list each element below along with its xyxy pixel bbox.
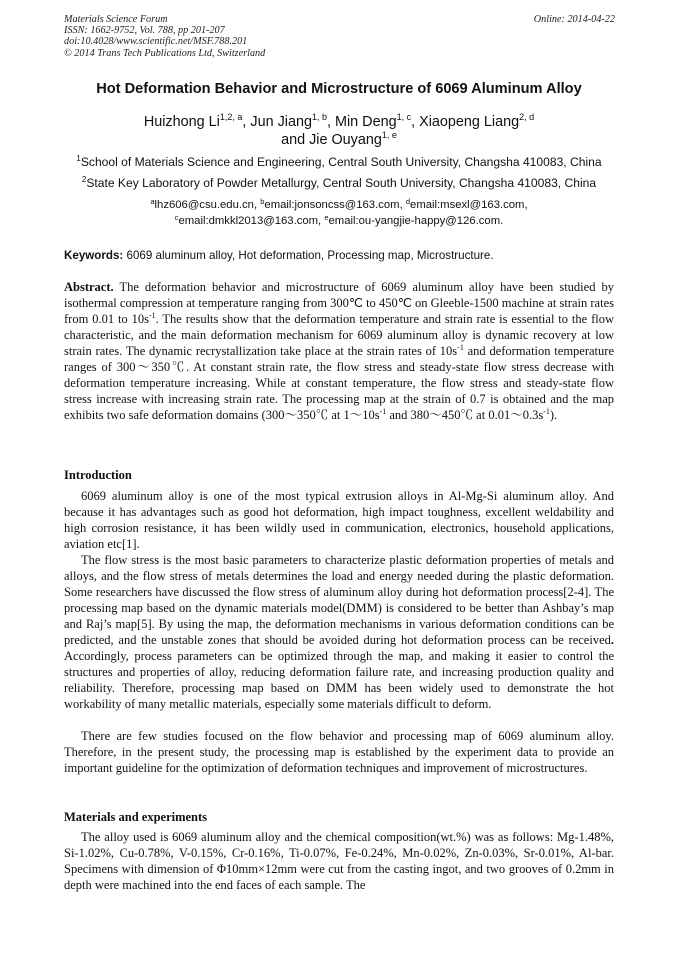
author-name: Xiaopeng Liang	[419, 114, 520, 130]
exponent: -1	[379, 406, 387, 416]
affiliation-sup: 2	[81, 175, 87, 184]
author-name: Min Deng	[335, 114, 397, 130]
abstract-paragraph	[64, 280, 614, 424]
journal-name: Materials Science Forum	[64, 14, 168, 25]
author-name: Huizhong Li	[143, 114, 220, 130]
body-text: .	[610, 632, 614, 647]
doi-line: doi:10.4028/www.scientific.net/MSF.788.201	[64, 36, 248, 48]
email-block	[20, 197, 658, 229]
author-sup: 1,2, a	[219, 112, 243, 122]
section-heading-introduction: Introduction	[64, 468, 132, 482]
affiliation-2	[20, 176, 658, 191]
affiliation-text: State Key Laboratory of Powder Metallurgy, Central South University, Changsha 410083, China	[86, 176, 597, 190]
paper-title: Hot Deformation Behavior and Microstructure of 6069 Aluminum Alloy	[96, 81, 582, 97]
author-sup: 2, d	[519, 112, 535, 122]
affiliation-text: School of Materials Science and Engineering, Central South University, Changsha 410083, China	[80, 155, 602, 169]
abstract-text: The deformation behavior and microstructure of 6069 aluminum alloy have been studied by isothermal compression at temperature ranging from 300℃ to 450℃ on Gleeble-1500 machine at strain rates from 0.01 to 10s	[64, 280, 614, 326]
abstract-text: and 380～450℃ at 0.01～0.3s	[386, 407, 544, 422]
abstract-label: Abstract.	[64, 280, 114, 294]
keywords-label: Keywords:	[64, 249, 124, 262]
email-line-1: $^a$lhz606@csu.edu.cn, $^b$email:jonsoncss@163.com, $^d$email:msexl@163.com,	[150, 197, 528, 211]
keywords	[64, 248, 624, 263]
body-paragraph	[64, 553, 614, 713]
author-sup: 1, e	[381, 130, 397, 140]
author-sup: 1, c	[396, 112, 412, 122]
body-paragraph: There are few studies focused on the flow behavior and processing map of 6069 aluminum alloy. Therefore, in the present study, the processing map is established by the experiment data to provide an important guideline for the optimization of deformation techniques and improvement of microstructures.	[64, 729, 614, 775]
online-date: Online: 2014-04-22	[533, 14, 615, 25]
body-text: The flow stress is the most basic parameters to characterize plastic deformation properties of metals and alloys, and the flow stress of metals determines the load and energy needed during the plastic deformation. Some researchers have discussed the flow stress of aluminum alloy during hot deformation process[2-4]. The processing map based on the dynamic materials model(DMM) is considered to be better than Ashbay’s map and Raj’s map[5]. By using the map, the deformation mechanisms in various deformation conditions can be predicted, and the unstable zones that should be avoided during hot deformation process can be received	[64, 553, 614, 647]
email-address[interactable]: email:msexl@163.com	[410, 199, 525, 211]
affiliation-sup: 1	[76, 154, 81, 163]
author-separator: ,	[327, 114, 335, 130]
email-sup: b	[260, 197, 265, 206]
email-address[interactable]: lhz606@csu.edu.cn	[154, 199, 254, 211]
exponent: -1	[543, 406, 550, 416]
issn-line: ISSN: 1662-9752, Vol. 788, pp 201-207	[64, 25, 225, 37]
author-separator: and	[281, 132, 310, 148]
email-address[interactable]: email:ou-yangjie-happy@126.com	[328, 215, 501, 227]
section-heading-materials: Materials and experiments	[64, 810, 208, 824]
email-line-2: $^c$email:dmkkl2013@163.com, $^e$email:ou-yangjie-happy@126.com.	[174, 213, 504, 227]
email-address[interactable]: email:jonsoncss@163.com	[264, 199, 400, 211]
author-line-2	[40, 131, 638, 149]
body-paragraph: 6069 aluminum alloy is one of the most typical extrusion alloys in Al-Mg-Si aluminum alloy. And because it has advantages such as good hot deformation, high impact toughness, excellent weldability and high corrosion resistance, it has been wildly used in communication, electronics, household applications, aviation etc[1].	[64, 489, 614, 551]
exponent: -1	[148, 310, 156, 320]
author-list	[40, 113, 638, 149]
abstract-text: and deformation temperature ranges of 300～350℃. At constant strain rate, the flow stress and steady-state flow stress decrease with deformation temperature increasing. While at constant temperature, the flow stress and steady-state flow stress increase with increasing strain rate. The processing map at the strain of 0.7 is obtained and the map exhibits two safe deformation domains (300～350℃ at 1～10s	[64, 343, 614, 422]
author-separator: ,	[242, 114, 251, 130]
body-text: Accordingly, process parameters can be optimized through the map, and making it easier to control the structures and properties of alloy, reducing deformation failure rate, and increasing production quality and reliability. Therefore, processing map based on DMM has been widely used to demonstrate the hot workability of many metallic materials, especially some materials difficult to deform.	[64, 648, 614, 711]
email-address[interactable]: email:dmkkl2013@163.com	[178, 215, 319, 227]
email-sup: a	[150, 197, 155, 206]
abstract-text: ).	[549, 407, 558, 422]
copyright-line: © 2014 Trans Tech Publications Ltd, Switzerland	[64, 47, 266, 59]
author-separator: ,	[411, 114, 420, 130]
author-line-1	[40, 113, 638, 131]
exponent: -1	[457, 342, 464, 352]
email-sup: d	[405, 197, 411, 206]
author-sup: 1, b	[311, 112, 327, 122]
abstract-text: . The results show that the deformation temperature and strain rate is essential to the flow characteristic, and the main deformation mechanism for 6069 aluminum alloy is dynamic recovery at low strain rates. The dynamic recrystallization take place at the strain rates of 10s	[64, 311, 614, 358]
email-sup: e	[324, 213, 329, 222]
journal-header	[64, 14, 265, 59]
author-name: Jun Jiang	[250, 114, 312, 130]
email-sup: c	[174, 213, 179, 222]
keywords-text: 6069 aluminum alloy, Hot deformation, Processing map, Microstructure.	[126, 249, 494, 262]
body-paragraph: The alloy used is 6069 aluminum alloy and the chemical composition(wt.%) was as follows: Mg-1.48%, Si-1.02%, Cu-0.78%, V-0.15%, Cr-0.16%, Ti-0.07%, Fe-0.24%, Mn-0.02%, Zn-0.03%, Sr-0.01%, Al-bar. Specimens with dimension of Φ10mm×12mm were cut from the casting ingot, and two grooves of 0.2mm in depth were machined into the end faces of each sample. The	[64, 830, 614, 892]
author-name: Jie Ouyang	[309, 132, 382, 148]
affiliation-1	[20, 155, 658, 170]
